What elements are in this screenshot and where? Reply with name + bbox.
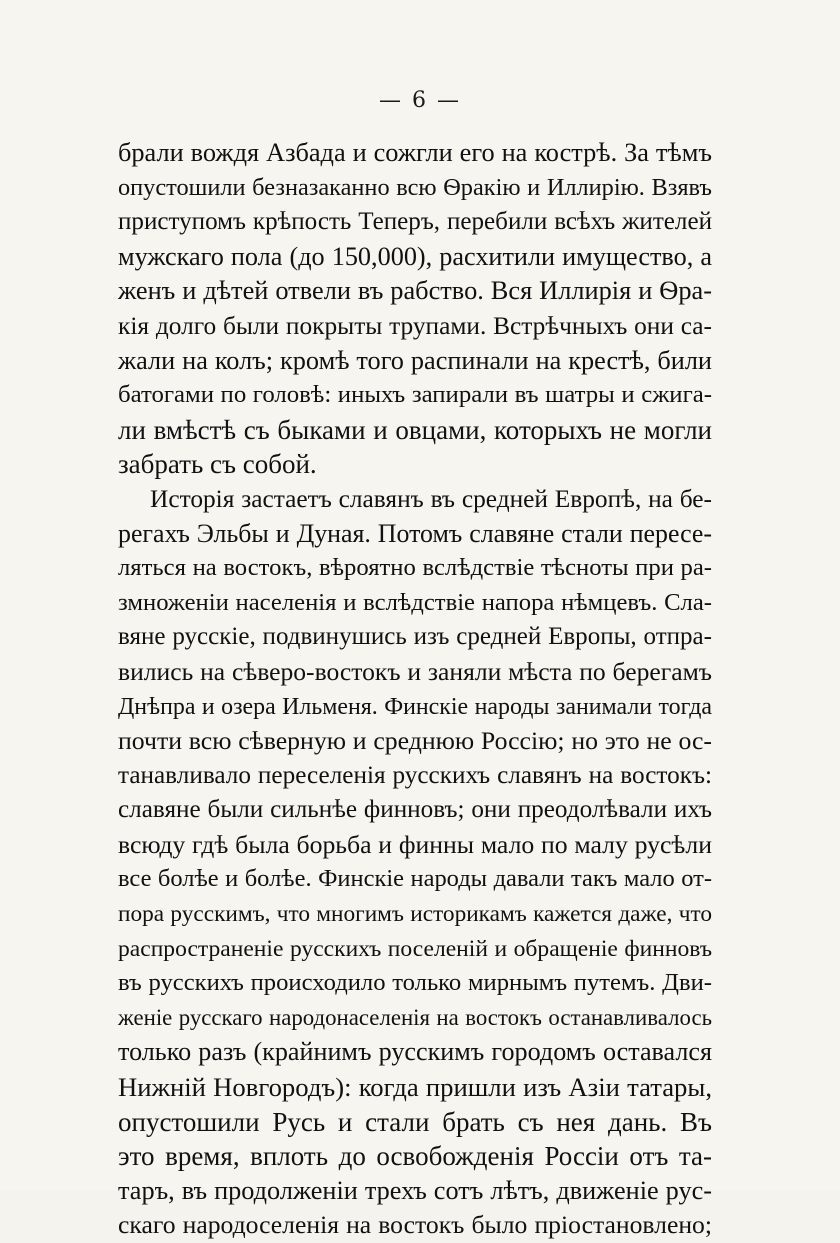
text-line: вились на сѣверо-востокъ и заняли мѣста по берегамъ [118, 656, 712, 686]
text-line: ли вмѣстѣ съ быками и овцами, которыхъ не могли [118, 414, 712, 445]
text-line: опустошили безназаканно всю Ѳракію и Иллирію. Взявъ [118, 173, 712, 201]
paragraph-1 [118, 136, 712, 482]
text-line: пора русскимъ, что многимъ историкамъ кажется даже, что [118, 901, 712, 928]
text-line: вяне русскіе, подвинушись изъ средней Европы, отпра- [118, 623, 712, 651]
body-text [118, 136, 712, 1243]
text-line: Днѣпра и озера Ильменя. Финскіе народы занимали тогда [118, 693, 712, 720]
text-line: ляться на востокъ, вѣроятно вслѣдствіе тѣсноты при ра- [118, 554, 712, 582]
text-line: змноженіи населенія и вслѣдствіе напора нѣмцевъ. Сла- [118, 588, 712, 616]
paragraph-2 [118, 482, 712, 1243]
text-line: женъ и дѣтей отвели въ рабство. Вся Иллирія и Ѳра- [118, 276, 712, 306]
text-line: танавливало переселенія русскихъ славянъ на востокъ: [118, 761, 712, 789]
text-line: скаго народоселенія на востокъ было пріостановлено; [118, 1210, 712, 1240]
text-line: мужскаго пола (до 150,000), расхитили имущество, а [118, 241, 712, 271]
text-line: всюду гдѣ была борьба и финны мало по малу русѣли [118, 829, 712, 859]
text-line: все болѣе и болѣе. Финскіе народы давали такъ мало от- [118, 865, 712, 893]
text-line: женіе русскаго народонаселенія на востокъ останавливалось [118, 1004, 712, 1030]
text-line: славяне были сильнѣе финновъ; они преодолѣвали ихъ [118, 796, 712, 824]
text-line: батогами по головѣ: иныхъ запирали въ шатры и сжига- [118, 381, 712, 409]
text-line: Исторія застаетъ славянъ въ средней Европѣ, на бе- [150, 484, 712, 513]
text-line: распространеніе русскихъ поселеній и обращеніе финновъ [118, 935, 712, 962]
text-line: Нижній Новгородъ): когда пришли изъ Азіи татары, [118, 1072, 712, 1103]
text-line: брали вождя Азбада и сожгли его на кострѣ. За тѣмъ [118, 138, 712, 167]
text-line: регахъ Эльбы и Дуная. Потомъ славяне стали пересе- [118, 518, 712, 548]
text-line: въ русскихъ происходило только мирнымъ путемъ. Дви- [118, 969, 712, 997]
text-line: опустошили Русь и стали брать съ нея дань. Въ [118, 1106, 712, 1137]
text-line: только разъ (крайнимъ русскимъ городомъ оставался [118, 1037, 712, 1067]
text-line: жали на колъ; кромѣ того распинали на крестѣ, били [118, 345, 712, 375]
text-line: это время, вплоть до освобожденія Россіи отъ та- [118, 1141, 712, 1172]
text-line: приступомъ крѣпость Теперъ, перебили всѣхъ жителей [118, 208, 712, 236]
text-line: забрать съ собой. [118, 449, 317, 480]
page-number: — 6 — [379, 88, 461, 113]
text-line: почти всю сѣверную и среднюю Россію; но это не ос- [118, 726, 712, 756]
text-line: таръ, въ продолженіи трехъ сотъ лѣтъ, движеніе рус- [118, 1175, 712, 1205]
text-line: кія долго были покрыты трупами. Встрѣчныхъ они са- [118, 311, 712, 340]
